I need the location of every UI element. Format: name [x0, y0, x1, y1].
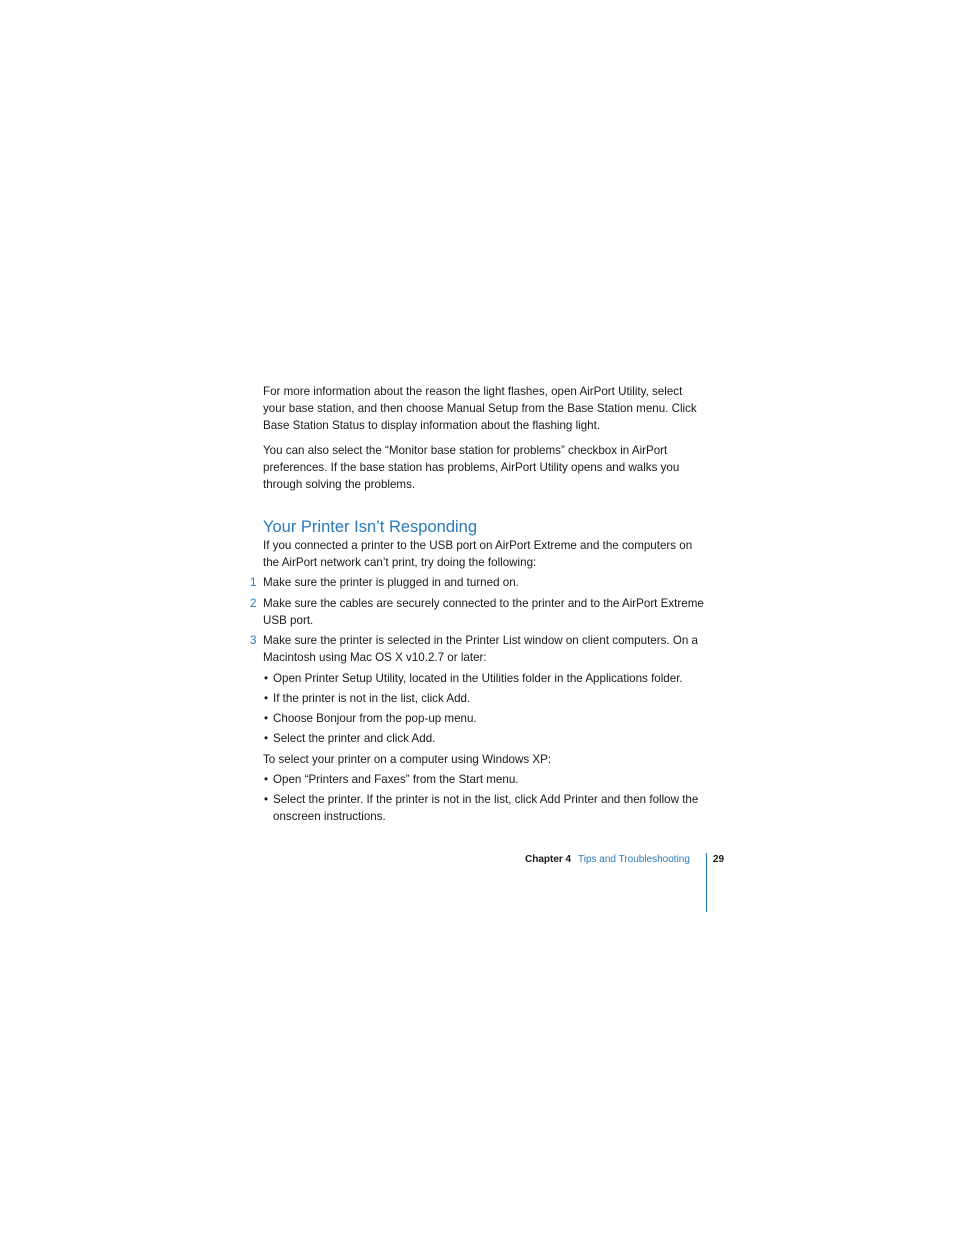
step-number-2: 2 [250, 597, 257, 610]
intro-paragraph-1-line-1: For more information about the reason the light flashes, open AirPort Utility, select [263, 385, 683, 398]
step-3-line-2: Macintosh using Mac OS X v10.2.7 or later: [263, 651, 487, 664]
bullet-marker: • [264, 712, 269, 725]
mac-bullet-1: Open Printer Setup Utility, located in the Utilities folder in the Applications folder. [273, 672, 683, 685]
bullet-marker: • [264, 773, 269, 786]
step-3-line-1: Make sure the printer is selected in the Printer List window on client computers. On a [263, 634, 698, 647]
intro-paragraph-1-line-3: Base Station Status to display information about the flashing light. [263, 419, 601, 432]
step-2-line-2: USB port. [263, 614, 314, 627]
intro-paragraph-2-line-2: preferences. If the base station has problems, AirPort Utility opens and walks you [263, 461, 680, 474]
section-lead-line-2: the AirPort network can’t print, try doing the following: [263, 556, 537, 569]
bullet-marker: • [264, 692, 269, 705]
section-heading: Your Printer Isn’t Responding [263, 518, 478, 536]
mac-bullet-4: Select the printer and click Add. [273, 732, 436, 745]
bullet-marker: • [264, 793, 269, 806]
mac-bullet-3: Choose Bonjour from the pop-up menu. [273, 712, 477, 725]
step-2-line-1: Make sure the cables are securely connected to the printer and to the AirPort Extreme [263, 597, 704, 610]
bullet-marker: • [264, 732, 269, 745]
step-number-3: 3 [250, 634, 257, 647]
windows-bullet-1: Open “Printers and Faxes” from the Start menu. [273, 773, 519, 786]
footer-chapter-title: Tips and Troubleshooting [578, 854, 690, 865]
intro-paragraph-1-line-2: your base station, and then choose Manual Setup from the Base Station menu. Click [263, 402, 697, 415]
step-1-line-1: Make sure the printer is plugged in and turned on. [263, 576, 519, 589]
intro-paragraph-2-line-3: through solving the problems. [263, 478, 416, 491]
mac-bullet-2: If the printer is not in the list, click Add. [273, 692, 471, 705]
section-lead-line-1: If you connected a printer to the USB port on AirPort Extreme and the computers on [263, 539, 693, 552]
windows-bullet-2-line-1: Select the printer. If the printer is not in the list, click Add Printer and then follow the [273, 793, 699, 806]
bullet-marker: • [264, 672, 269, 685]
footer-chapter: Chapter 4 [525, 854, 572, 865]
windows-bullet-2-line-2: onscreen instructions. [273, 810, 386, 823]
footer-divider [706, 853, 707, 912]
intro-paragraph-2-line-1: You can also select the “Monitor base station for problems” checkbox in AirPort [263, 444, 668, 457]
page-number: 29 [713, 854, 725, 865]
step-number-1: 1 [250, 576, 257, 589]
windows-lead: To select your printer on a computer using Windows XP: [263, 753, 552, 766]
